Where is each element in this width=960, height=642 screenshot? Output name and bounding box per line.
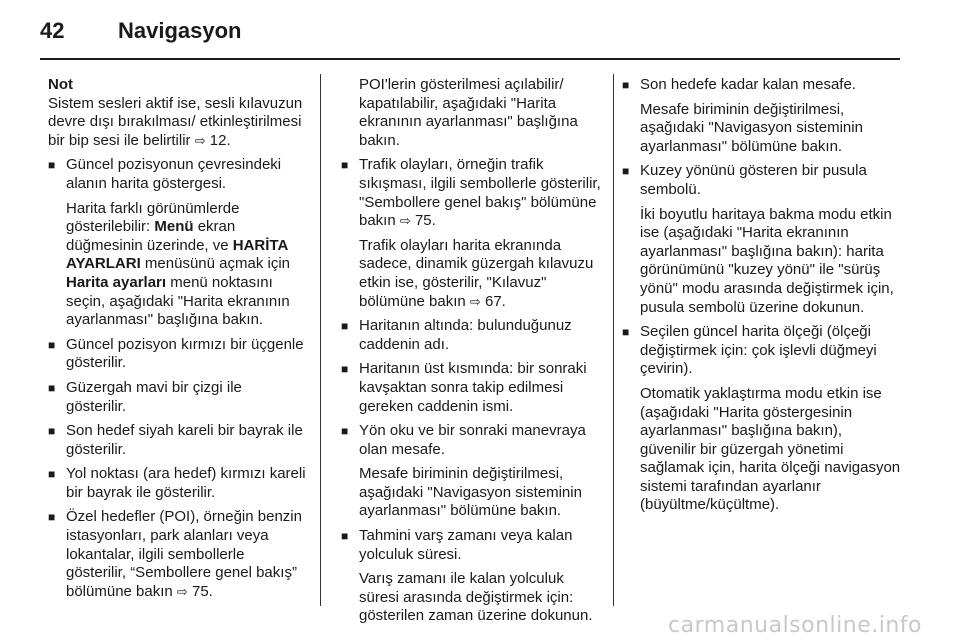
header-divider [40, 58, 900, 60]
list-item: ■ Güncel pozisyon kırmızı bir üçgenle gösterilir. [48, 336, 306, 373]
list-item: ■ Güzergah mavi bir çizgi ile gösterilir. [48, 379, 306, 416]
page-reference-arrow-icon: ⇨ [176, 583, 188, 599]
note-page-ref: 12. [209, 131, 231, 149]
list-item-detail [341, 237, 603, 311]
list-item: ■ Kuzey yönünü gösteren bir pusula sembolü. [622, 162, 902, 199]
detail-text: Harita farklı görünümlerde gösterilebilir: [66, 199, 240, 236]
list-item [341, 156, 603, 230]
column-divider-1 [320, 74, 321, 606]
page-reference-arrow-icon: ⇨ [469, 293, 481, 309]
map-settings-item-label: Harita ayarları [66, 273, 167, 291]
page-reference-arrow-icon: ⇨ [194, 132, 206, 148]
detail-text: Trafik olayları harita ekranında sadece, dinamik güzergah kılavuzu etkin ise, gösterilir, "Kılavuz" bölümüne bakın [359, 236, 594, 310]
list-item: ■ Yol noktası (ara hedef) kırmızı kareli bir bayrak ile gösterilir. [48, 465, 306, 502]
list-item: ■ Güncel pozisyonun çevresindeki alanın harita göstergesi. [48, 156, 306, 193]
list-item-detail: Varış zamanı ile kalan yolculuk süresi arasında değiştirmek için: gösterilen zaman üzerine dokunun. [359, 570, 593, 625]
column-3 [622, 76, 902, 521]
note-body [48, 95, 306, 151]
menu-button-label: Menü [154, 218, 194, 236]
column-1 [48, 76, 306, 607]
page-ref: 75. [414, 212, 436, 230]
note-text: Sistem sesleri aktif ise, sesli kılavuzun devre dışı bırakılması/ etkinleştirilmesi bir bip sesi ile belirtilir [48, 94, 303, 149]
page-reference-arrow-icon: ⇨ [399, 213, 411, 229]
item-text: Trafik olayları, örneğin trafik sıkışması, ilgili sembollerle gösterilir, "Sembollere genel bakış" bölümüne bakın [359, 156, 601, 230]
detail-text: menüsünü açmak için [140, 255, 290, 273]
item-text: Özel hedefler (POI), örneğin benzin istasyonları, park alanları veya lokantalar, ilgili sembollerle gösterilir, “Sembollere genel bakış” bölümüne bakın [66, 508, 302, 600]
map-settings-menu-label: HARİTA AYARLARI [66, 236, 288, 273]
list-item-detail [48, 200, 306, 330]
list-item: ■ Son hedef siyah kareli bir bayrak ile gösterilir. [48, 422, 306, 459]
chapter-title: Navigasyon [118, 18, 242, 43]
page-ref: 67. [485, 292, 506, 310]
page-ref: 75. [192, 582, 213, 600]
list-item-detail: Mesafe biriminin değiştirilmesi, aşağıdaki "Navigasyon sisteminin ayarlanması" bölümüne bakın. [640, 100, 863, 155]
column-divider-2 [613, 74, 614, 606]
list-item: ■ Haritanın üst kısmında: bir sonraki kavşaktan sonra takip edilmesi gereken caddenin ismi. [341, 360, 603, 416]
list-item: ■ Son hedefe kadar kalan mesafe. [622, 76, 902, 95]
note-heading: Not [48, 76, 73, 93]
list-item [48, 508, 306, 601]
list-item-detail: İki boyutlu haritaya bakma modu etkin ise (aşağıdaki "Harita ekranının ayarlanması" başlığına bakın): harita görünümünü "kuzey yönü" ile "sürüş yönü" modu arasında değiştirmek için, pusula sembolü üzerine dokunun. [640, 205, 894, 316]
list-item: ■ Seçilen güncel harita ölçeği (ölçeği değiştirmek için: çok işlevli düğmeyi çevirin). [622, 323, 902, 379]
list-item: ■ Yön oku ve bir sonraki manevraya olan mesafe. [341, 422, 603, 459]
list-item-detail: Mesafe biriminin değiştirilmesi, aşağıdaki "Navigasyon sisteminin ayarlanması" bölümüne bakın. [359, 465, 582, 520]
column-2 [341, 76, 603, 632]
list-item: ■ Haritanın altında: bulunduğunuz caddenin adı. [341, 317, 603, 354]
detail-text: menü noktasını seçin, aşağıdaki "Harita ekranının ayarlanması" başlığına bakın. [66, 273, 290, 329]
detail-text: ekran düğmesinin üzerinde, ve [66, 218, 236, 254]
page-header [0, 0, 960, 62]
page-number: 42 [40, 18, 65, 43]
continued-text: POI'lerin gösterilmesi açılabilir/ kapatılabilir, aşağıdaki "Harita ekranının ayarlanması" başlığına bakın. [359, 76, 578, 149]
watermark: carmanualsonline.info [668, 613, 922, 638]
list-item-detail: Otomatik yaklaştırma modu etkin ise (aşağıdaki "Harita göstergesinin ayarlanması" başlığına bakın), güvenilir bir güzergah yönetimi sağlamak için, harita ölçeği navigasyon sistemi tarafından ayarlanır (büyültme/küçültme). [640, 384, 901, 514]
list-item: ■ Tahmini varş zamanı veya kalan yolculuk süresi. [341, 527, 603, 564]
